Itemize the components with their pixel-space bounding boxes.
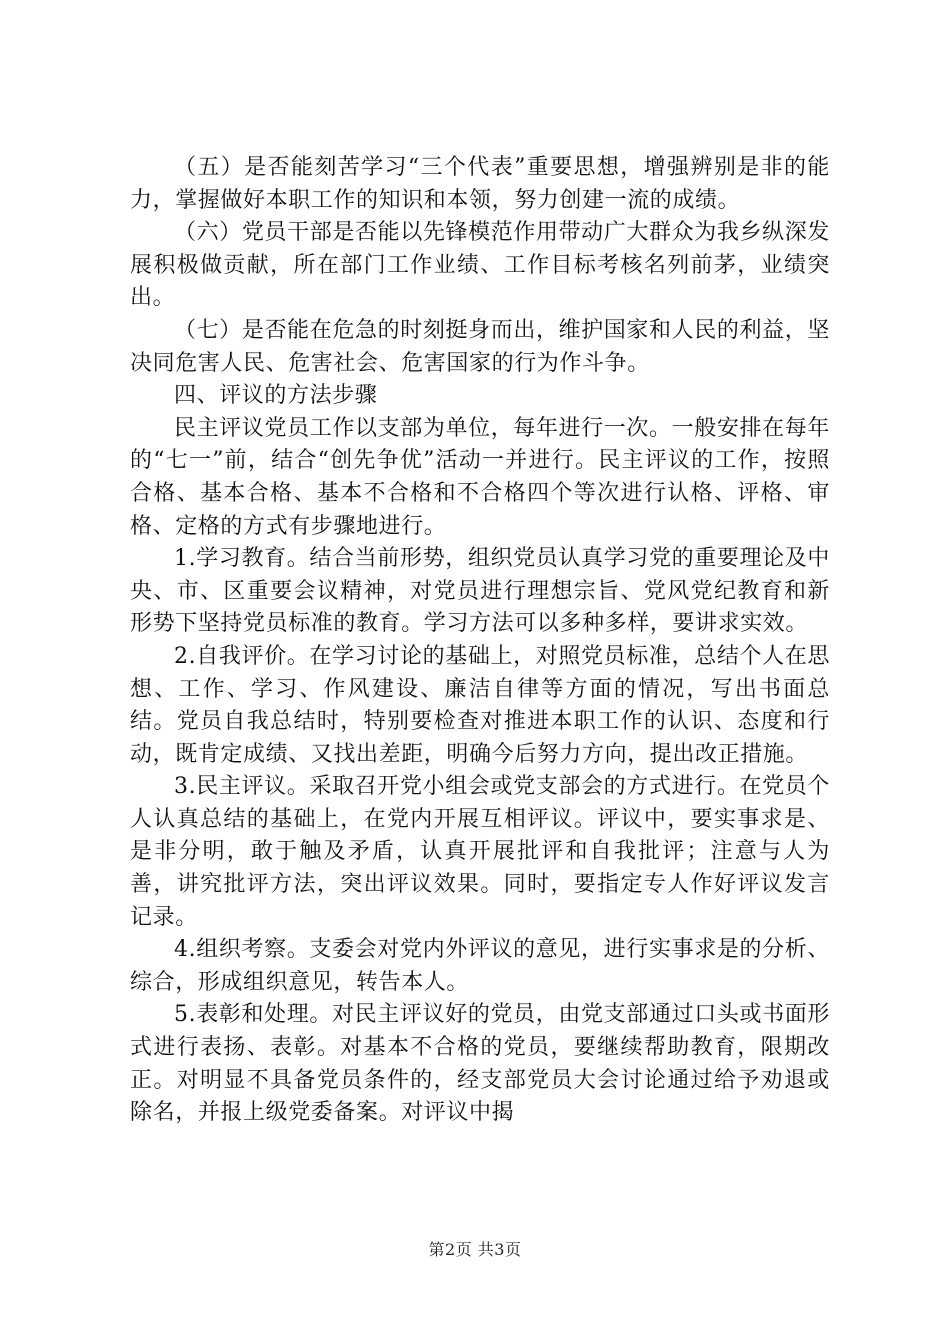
paragraph-step-5: 5.表彰和处理。对民主评议好的党员，由党支部通过口头或书面形式进行表扬、表彰。对基本不合格的党员，要继续帮助教育，限期改正。对明显不具备党员条件的，经支部党员大会讨论通过给予劝退或除名，并报上级党委备案。对评议中揭 bbox=[130, 1002, 830, 1126]
paragraph-item-5: （五）是否能刻苦学习“三个代表”重要思想，增强辨别是非的能力，掌握做好本职工作的知识和本领，努力创建一流的成绩。 bbox=[130, 155, 830, 213]
paragraph-item-7: （七）是否能在危急的时刻挺身而出，维护国家和人民的利益，坚决同危害人民、危害社会、危害国家的行为作斗争。 bbox=[130, 317, 830, 376]
paragraph-step-4: 4.组织考察。支委会对党内外评议的意见，进行实事求是的分析、综合，形成组织意见，转告本人。 bbox=[130, 937, 830, 995]
paragraph-step-1: 1.学习教育。结合当前形势，组织党员认真学习党的重要理论及中央、市、区重要会议精神，对党员进行理想宗旨、党风党纪教育和新形势下坚持党员标准的教育。学习方法可以多种多样，要讲求实效。 bbox=[130, 546, 830, 637]
paragraph-item-6: （六）党员干部是否能以先锋模范作用带动广大群众为我乡纵深发展积极做贡献，所在部门工作业绩、工作目标考核名列前茅，业绩突出。 bbox=[130, 220, 830, 311]
paragraph-step-3: 3.民主评议。采取召开党小组会或党支部会的方式进行。在党员个人认真总结的基础上，在党内开展互相评议。评议中，要实事求是、是非分明，敢于触及矛盾，认真开展批评和自我批评；注意与人为善，讲究批评方法，突出评议效果。同时，要指定专人作好评议发言记录。 bbox=[130, 774, 830, 930]
document-body bbox=[130, 152, 830, 1130]
paragraph-step-2: 2.自我评价。在学习讨论的基础上，对照党员标准，总结个人在思想、工作、学习、作风建设、廉洁自律等方面的情况，写出书面总结。党员自我总结时，特别要检查对推进本职工作的认识、态度和行动，既肯定成绩、又找出差距，明确今后努力方向，提出改正措施。 bbox=[130, 643, 830, 767]
section-heading-methods: 四、评议的方法步骤 bbox=[174, 383, 378, 409]
paragraph-methods-intro: 民主评议党员工作以支部为单位，每年进行一次。一般安排在每年的“七一”前，结合“创先争优”活动一并进行。民主评议的工作，按照合格、基本合格、基本不合格和不合格四个等次进行认格、评格、审格、定格的方式有步骤地进行。 bbox=[130, 415, 830, 539]
page-number-footer: 第2页 共3页 bbox=[428, 1240, 522, 1259]
